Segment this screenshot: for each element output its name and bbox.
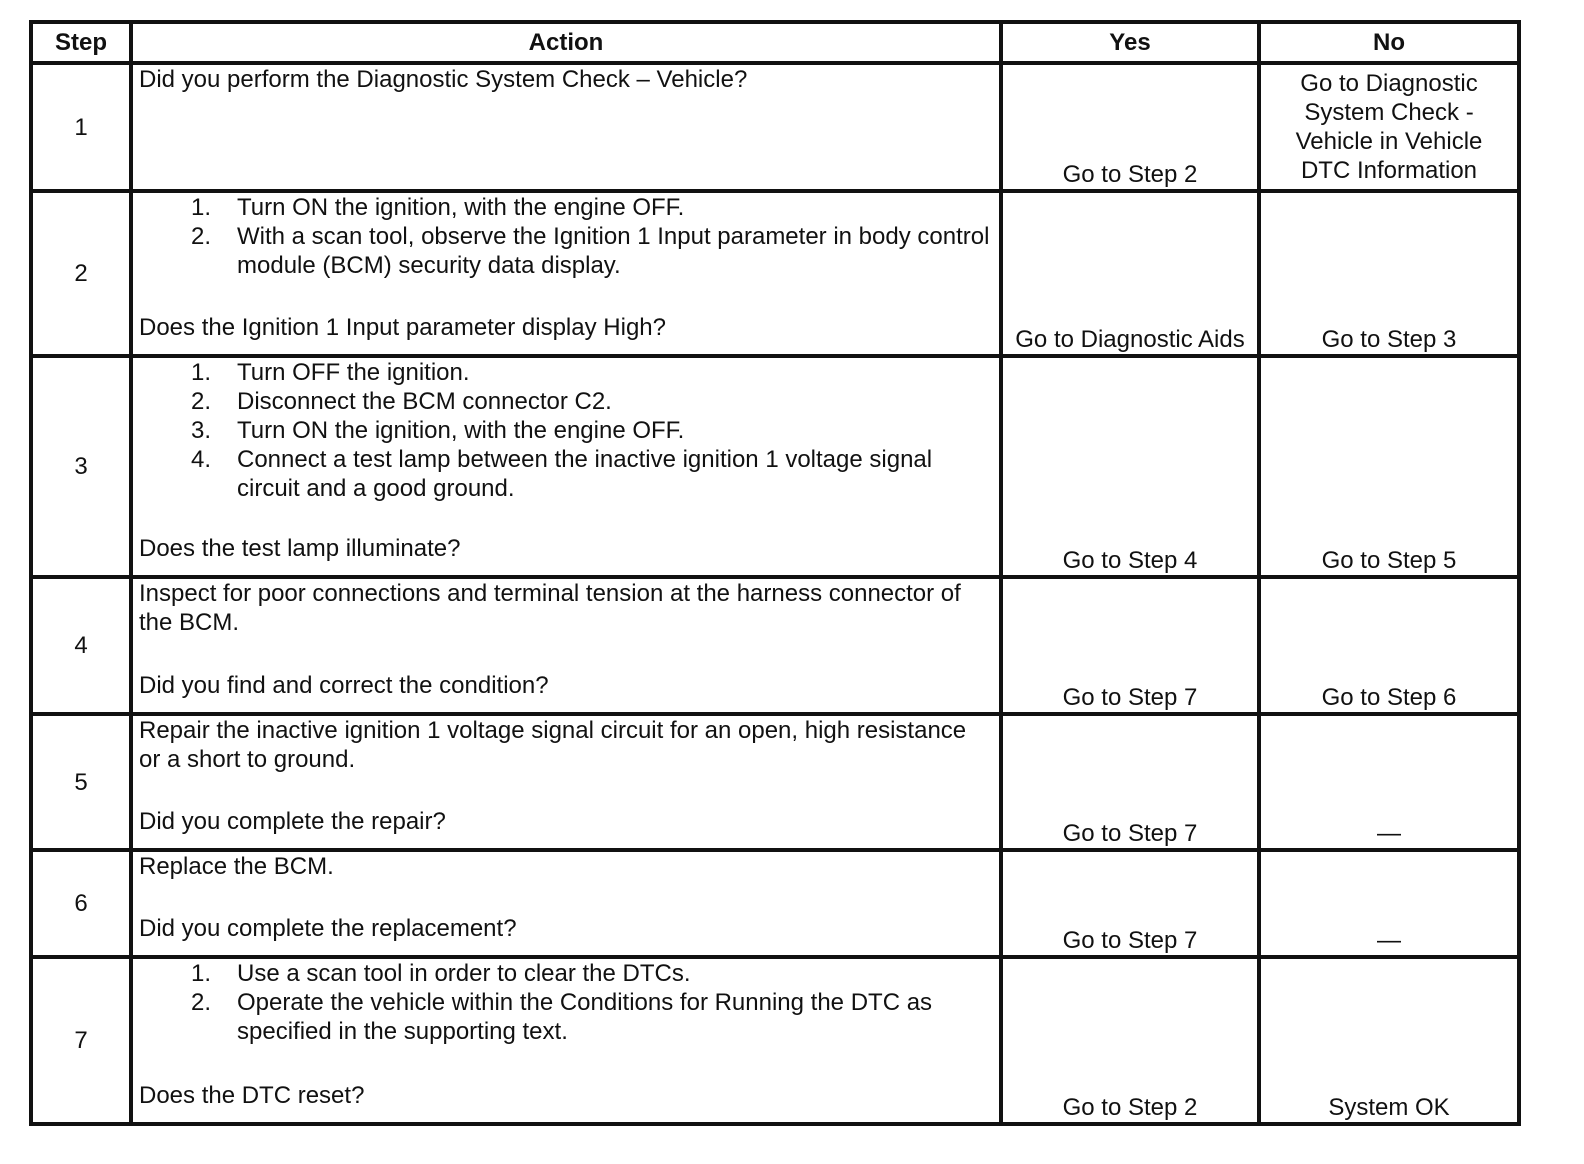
instruction-number: 1. [190, 194, 211, 221]
instruction-text: Turn OFF the ignition. [237, 359, 470, 386]
action-question: Does the Ignition 1 Input parameter display High? [139, 314, 666, 341]
no-result: — [1259, 714, 1519, 850]
instruction-list [139, 358, 993, 503]
yes-result: Go to Step 2 [1001, 957, 1259, 1124]
no-result: Go to Step 6 [1259, 577, 1519, 714]
header-row [31, 22, 1519, 63]
instruction-item [139, 445, 993, 503]
action-question: Does the test lamp illuminate? [139, 535, 461, 562]
action-content [139, 716, 993, 836]
step-number: 1 [31, 63, 131, 191]
instruction-number: 4. [190, 446, 211, 473]
instruction-number: 2. [190, 989, 211, 1016]
step-number: 6 [31, 850, 131, 957]
instruction-text: Turn ON the ignition, with the engine OFF. [237, 194, 685, 221]
instruction-item [139, 959, 993, 988]
action-body [139, 358, 993, 503]
header-action: Action [131, 22, 1001, 63]
table-row [31, 63, 1519, 191]
action-body [139, 579, 993, 637]
header-step: Step [31, 22, 131, 63]
header-no: No [1259, 22, 1519, 63]
action-body [139, 959, 993, 1046]
instruction-number: 2. [190, 223, 211, 250]
action-cell [131, 957, 1001, 1124]
instruction-item [139, 988, 993, 1046]
instruction-text: Disconnect the BCM connector C2. [237, 388, 612, 415]
action-body [139, 193, 993, 280]
table-row [31, 577, 1519, 714]
instruction-item [139, 416, 993, 445]
instruction-number: 2. [190, 388, 211, 415]
action-content [139, 852, 993, 943]
table-row [31, 850, 1519, 957]
instruction-number: 1. [190, 960, 211, 987]
instruction-text: Use a scan tool in order to clear the DTCs. [237, 960, 691, 987]
yes-result: Go to Step 7 [1001, 850, 1259, 957]
table-row [31, 356, 1519, 577]
yes-result: Go to Step 4 [1001, 356, 1259, 577]
action-body [139, 716, 993, 774]
action-content [139, 579, 993, 700]
yes-result: Go to Diagnostic Aids [1001, 191, 1259, 356]
instruction-list [139, 959, 993, 1046]
action-cell [131, 577, 1001, 714]
instruction-item [139, 358, 993, 387]
action-content [139, 193, 993, 342]
step-number: 5 [31, 714, 131, 850]
action-intro: Replace the BCM. [139, 853, 334, 880]
instruction-item [139, 222, 993, 280]
table-row [31, 957, 1519, 1124]
action-question: Did you perform the Diagnostic System Check – Vehicle? [139, 66, 748, 93]
no-result: Go to Step 3 [1259, 191, 1519, 356]
diagnostic-table [29, 20, 1521, 1126]
table-row [31, 191, 1519, 356]
action-question: Did you find and correct the condition? [139, 672, 549, 699]
action-content [139, 358, 993, 563]
action-question: Did you complete the repair? [139, 808, 446, 835]
step-number: 3 [31, 356, 131, 577]
step-number: 4 [31, 577, 131, 714]
header-yes: Yes [1001, 22, 1259, 63]
step-number: 2 [31, 191, 131, 356]
no-result: Go to Diagnostic System Check - Vehicle in Vehicle DTC Information [1259, 63, 1519, 191]
instruction-text: Operate the vehicle within the Conditions for Running the DTC as specified in the supporting text. [237, 989, 933, 1045]
action-question: Did you complete the replacement? [139, 915, 517, 942]
step-number: 7 [31, 957, 131, 1124]
action-intro: Repair the inactive ignition 1 voltage signal circuit for an open, high resistance or a short to ground. [139, 717, 967, 773]
no-result: — [1259, 850, 1519, 957]
action-cell [131, 191, 1001, 356]
instruction-text: Turn ON the ignition, with the engine OFF. [237, 417, 685, 444]
instruction-list [139, 193, 993, 280]
action-intro: Inspect for poor connections and terminal tension at the harness connector of the BCM. [139, 580, 961, 636]
instruction-number: 1. [190, 359, 211, 386]
table-row [31, 714, 1519, 850]
instruction-text: With a scan tool, observe the Ignition 1 Input parameter in body control module (BCM) security data display. [237, 223, 990, 279]
no-result: System OK [1259, 957, 1519, 1124]
yes-result: Go to Step 7 [1001, 714, 1259, 850]
action-cell [131, 63, 1001, 191]
instruction-item [139, 193, 993, 222]
action-cell [131, 850, 1001, 957]
action-cell [131, 356, 1001, 577]
yes-result: Go to Step 7 [1001, 577, 1259, 714]
instruction-number: 3. [190, 417, 211, 444]
no-result: Go to Step 5 [1259, 356, 1519, 577]
action-body [139, 852, 993, 881]
action-body [139, 65, 993, 94]
table-body [31, 63, 1519, 1124]
action-content [139, 65, 993, 175]
yes-result: Go to Step 2 [1001, 63, 1259, 191]
action-cell [131, 714, 1001, 850]
action-question: Does the DTC reset? [139, 1082, 365, 1109]
instruction-item [139, 387, 993, 416]
instruction-text: Connect a test lamp between the inactive ignition 1 voltage signal circuit and a good ground. [237, 446, 933, 502]
action-content [139, 959, 993, 1110]
